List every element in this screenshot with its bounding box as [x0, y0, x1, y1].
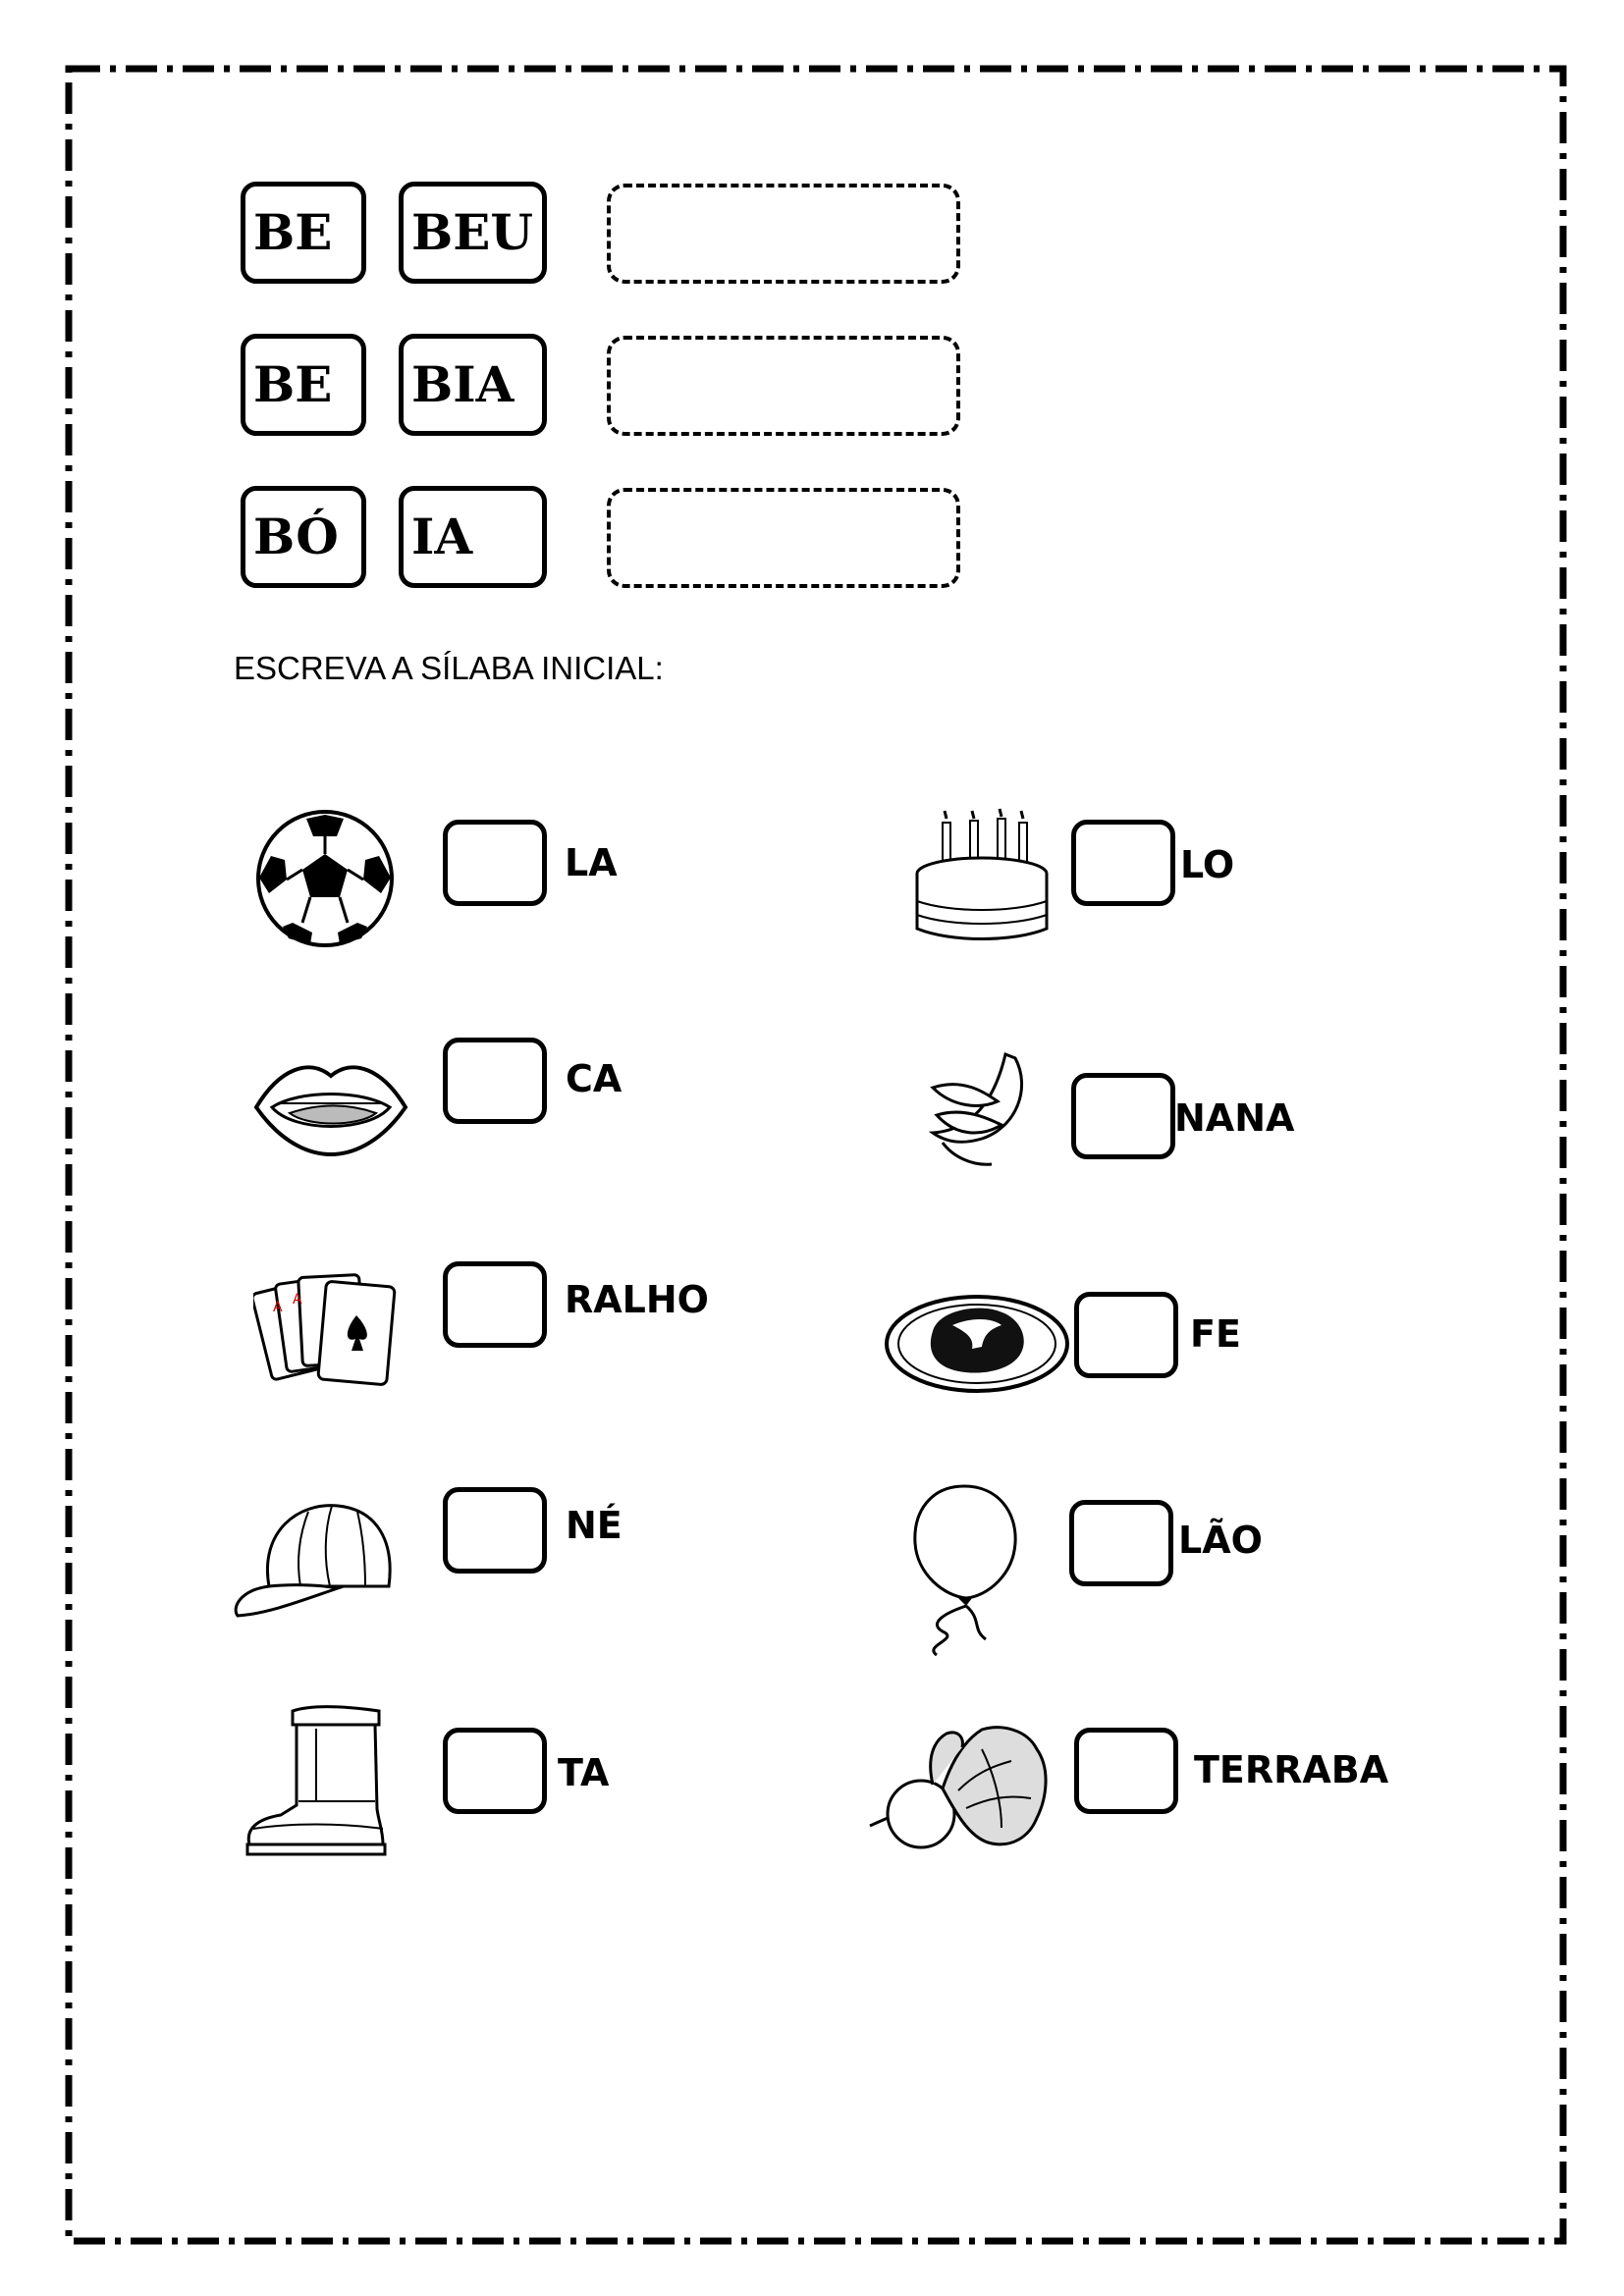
- syllable-input-box[interactable]: [443, 820, 547, 906]
- mouth-icon: [250, 1048, 411, 1158]
- boot-icon: [242, 1703, 389, 1858]
- svg-text:A: A: [273, 1300, 283, 1315]
- word-ending: LÃO: [1178, 1519, 1263, 1562]
- word-ending: FE: [1190, 1312, 1241, 1356]
- syllable-input-box[interactable]: [443, 1487, 547, 1574]
- word-ending: LO: [1180, 843, 1235, 886]
- syllable-card: BEU: [399, 182, 547, 284]
- cap-icon: [230, 1492, 397, 1622]
- syllable-card: IA: [399, 486, 547, 588]
- syllable-card: BE: [241, 182, 366, 284]
- word-answer-box[interactable]: [607, 488, 960, 588]
- word-ending: TA: [558, 1751, 610, 1794]
- beet-icon: [864, 1720, 1056, 1857]
- birthday-cake-icon: [911, 805, 1053, 946]
- syllable-input-box[interactable]: [443, 1261, 547, 1348]
- banana-icon: [923, 1048, 1037, 1170]
- word-ending: TERRABA: [1194, 1748, 1389, 1791]
- syllable-input-box[interactable]: [1071, 1073, 1175, 1159]
- balloon-icon: [903, 1482, 1025, 1663]
- soccer-ball-icon: [253, 807, 397, 950]
- syllable-card: BE: [241, 334, 366, 436]
- playing-cards-icon: [253, 1266, 401, 1394]
- word-ending: NANA: [1174, 1096, 1295, 1140]
- instruction-text: ESCREVA A SÍLABA INICIAL:: [234, 650, 664, 686]
- svg-text:A: A: [293, 1292, 302, 1308]
- syllable-input-box[interactable]: [1074, 1728, 1178, 1814]
- syllable-input-box[interactable]: [443, 1038, 547, 1124]
- word-answer-box[interactable]: [607, 336, 960, 436]
- word-ending: CA: [566, 1057, 623, 1100]
- word-answer-box[interactable]: [607, 184, 960, 284]
- steak-icon: [882, 1292, 1072, 1396]
- word-ending: LA: [565, 841, 618, 884]
- syllable-input-box[interactable]: [1074, 1292, 1178, 1378]
- word-ending: RALHO: [565, 1278, 709, 1321]
- syllable-input-box[interactable]: [1071, 820, 1175, 906]
- word-ending: NÉ: [566, 1504, 623, 1547]
- syllable-card: BIA: [399, 334, 547, 436]
- syllable-input-box[interactable]: [1069, 1500, 1173, 1586]
- syllable-input-box[interactable]: [443, 1728, 547, 1814]
- syllable-card: BÓ: [241, 486, 366, 588]
